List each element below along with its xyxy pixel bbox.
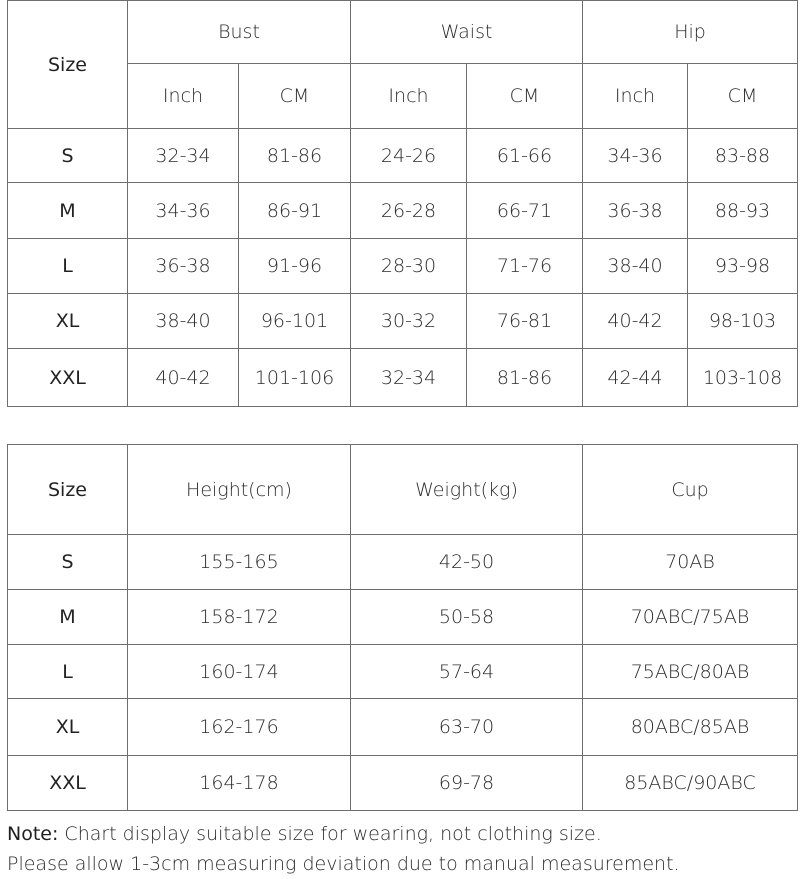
weight-cell: 69-78 bbox=[351, 756, 583, 811]
table-row bbox=[8, 645, 798, 699]
table-cell: 91-96 bbox=[239, 239, 351, 294]
measurement-disclaimer: Please allow 1-3cm measuring deviation due to manual measurement. bbox=[7, 853, 680, 875]
table-cell: 88-93 bbox=[688, 183, 798, 239]
table-row bbox=[8, 535, 798, 590]
fit-guide-table bbox=[7, 444, 798, 811]
table-row bbox=[8, 699, 798, 756]
table-row bbox=[8, 294, 798, 349]
height-column-header: Height(cm) bbox=[128, 445, 351, 535]
size-label: M bbox=[8, 590, 128, 645]
table-cell: 30-32 bbox=[351, 294, 467, 349]
table-row bbox=[8, 129, 798, 183]
table-cell: 81-86 bbox=[239, 129, 351, 183]
table-row bbox=[8, 183, 798, 239]
cup-cell: 85ABC/90ABC bbox=[583, 756, 798, 811]
waist-group-header: Waist bbox=[351, 1, 583, 64]
size-label: L bbox=[8, 239, 128, 294]
size-label: XXL bbox=[8, 349, 128, 407]
table-cell: 103-108 bbox=[688, 349, 798, 407]
table-cell: 42-44 bbox=[583, 349, 688, 407]
table-cell: 98-103 bbox=[688, 294, 798, 349]
table-cell: 32-34 bbox=[128, 129, 239, 183]
size-label: XL bbox=[8, 699, 128, 756]
table-cell: 86-91 bbox=[239, 183, 351, 239]
cup-column-header: Cup bbox=[583, 445, 798, 535]
height-cell: 160-174 bbox=[128, 645, 351, 699]
cup-cell: 70ABC/75AB bbox=[583, 590, 798, 645]
table-cell: 40-42 bbox=[583, 294, 688, 349]
size-column-header: Size bbox=[8, 1, 128, 129]
table-row bbox=[8, 590, 798, 645]
table-cell: 32-34 bbox=[351, 349, 467, 407]
table-row bbox=[8, 756, 798, 811]
table-cell: 26-28 bbox=[351, 183, 467, 239]
table-cell: 96-101 bbox=[239, 294, 351, 349]
size-label: S bbox=[8, 129, 128, 183]
table-cell: 38-40 bbox=[128, 294, 239, 349]
body-measurement-table bbox=[7, 0, 798, 407]
bust-group-header: Bust bbox=[128, 1, 351, 64]
table-cell: 34-36 bbox=[583, 129, 688, 183]
weight-cell: 42-50 bbox=[351, 535, 583, 590]
cup-cell: 70AB bbox=[583, 535, 798, 590]
cup-cell: 75ABC/80AB bbox=[583, 645, 798, 699]
table-cell: 36-38 bbox=[128, 239, 239, 294]
unit-header: CM bbox=[239, 64, 351, 129]
unit-header: CM bbox=[467, 64, 583, 129]
hip-group-header: Hip bbox=[583, 1, 798, 64]
note-text bbox=[7, 823, 602, 845]
unit-header: Inch bbox=[128, 64, 239, 129]
table-cell: 34-36 bbox=[128, 183, 239, 239]
size-label: M bbox=[8, 183, 128, 239]
table-cell: 81-86 bbox=[467, 349, 583, 407]
table-header-row bbox=[8, 1, 798, 64]
table-header-row bbox=[8, 445, 798, 535]
table-cell: 40-42 bbox=[128, 349, 239, 407]
table-cell: 71-76 bbox=[467, 239, 583, 294]
table-cell: 101-106 bbox=[239, 349, 351, 407]
table-cell: 28-30 bbox=[351, 239, 467, 294]
table-cell: 38-40 bbox=[583, 239, 688, 294]
unit-header: Inch bbox=[351, 64, 467, 129]
height-cell: 162-176 bbox=[128, 699, 351, 756]
note-body: Chart display suitable size for wearing, not clothing size. bbox=[58, 823, 602, 845]
height-cell: 155-165 bbox=[128, 535, 351, 590]
table-cell: 24-26 bbox=[351, 129, 467, 183]
note-label: Note: bbox=[7, 823, 59, 845]
size-column-header: Size bbox=[8, 445, 128, 535]
table-cell: 61-66 bbox=[467, 129, 583, 183]
unit-header: Inch bbox=[583, 64, 688, 129]
weight-cell: 57-64 bbox=[351, 645, 583, 699]
table-cell: 36-38 bbox=[583, 183, 688, 239]
table-cell: 93-98 bbox=[688, 239, 798, 294]
weight-column-header: Weight(kg) bbox=[351, 445, 583, 535]
unit-header: CM bbox=[688, 64, 798, 129]
weight-cell: 63-70 bbox=[351, 699, 583, 756]
table-row bbox=[8, 239, 798, 294]
table-cell: 66-71 bbox=[467, 183, 583, 239]
table-row bbox=[8, 349, 798, 407]
size-label: XXL bbox=[8, 756, 128, 811]
size-label: S bbox=[8, 535, 128, 590]
table-cell: 76-81 bbox=[467, 294, 583, 349]
size-label: XL bbox=[8, 294, 128, 349]
weight-cell: 50-58 bbox=[351, 590, 583, 645]
height-cell: 164-178 bbox=[128, 756, 351, 811]
table-cell: 83-88 bbox=[688, 129, 798, 183]
height-cell: 158-172 bbox=[128, 590, 351, 645]
size-label: L bbox=[8, 645, 128, 699]
cup-cell: 80ABC/85AB bbox=[583, 699, 798, 756]
